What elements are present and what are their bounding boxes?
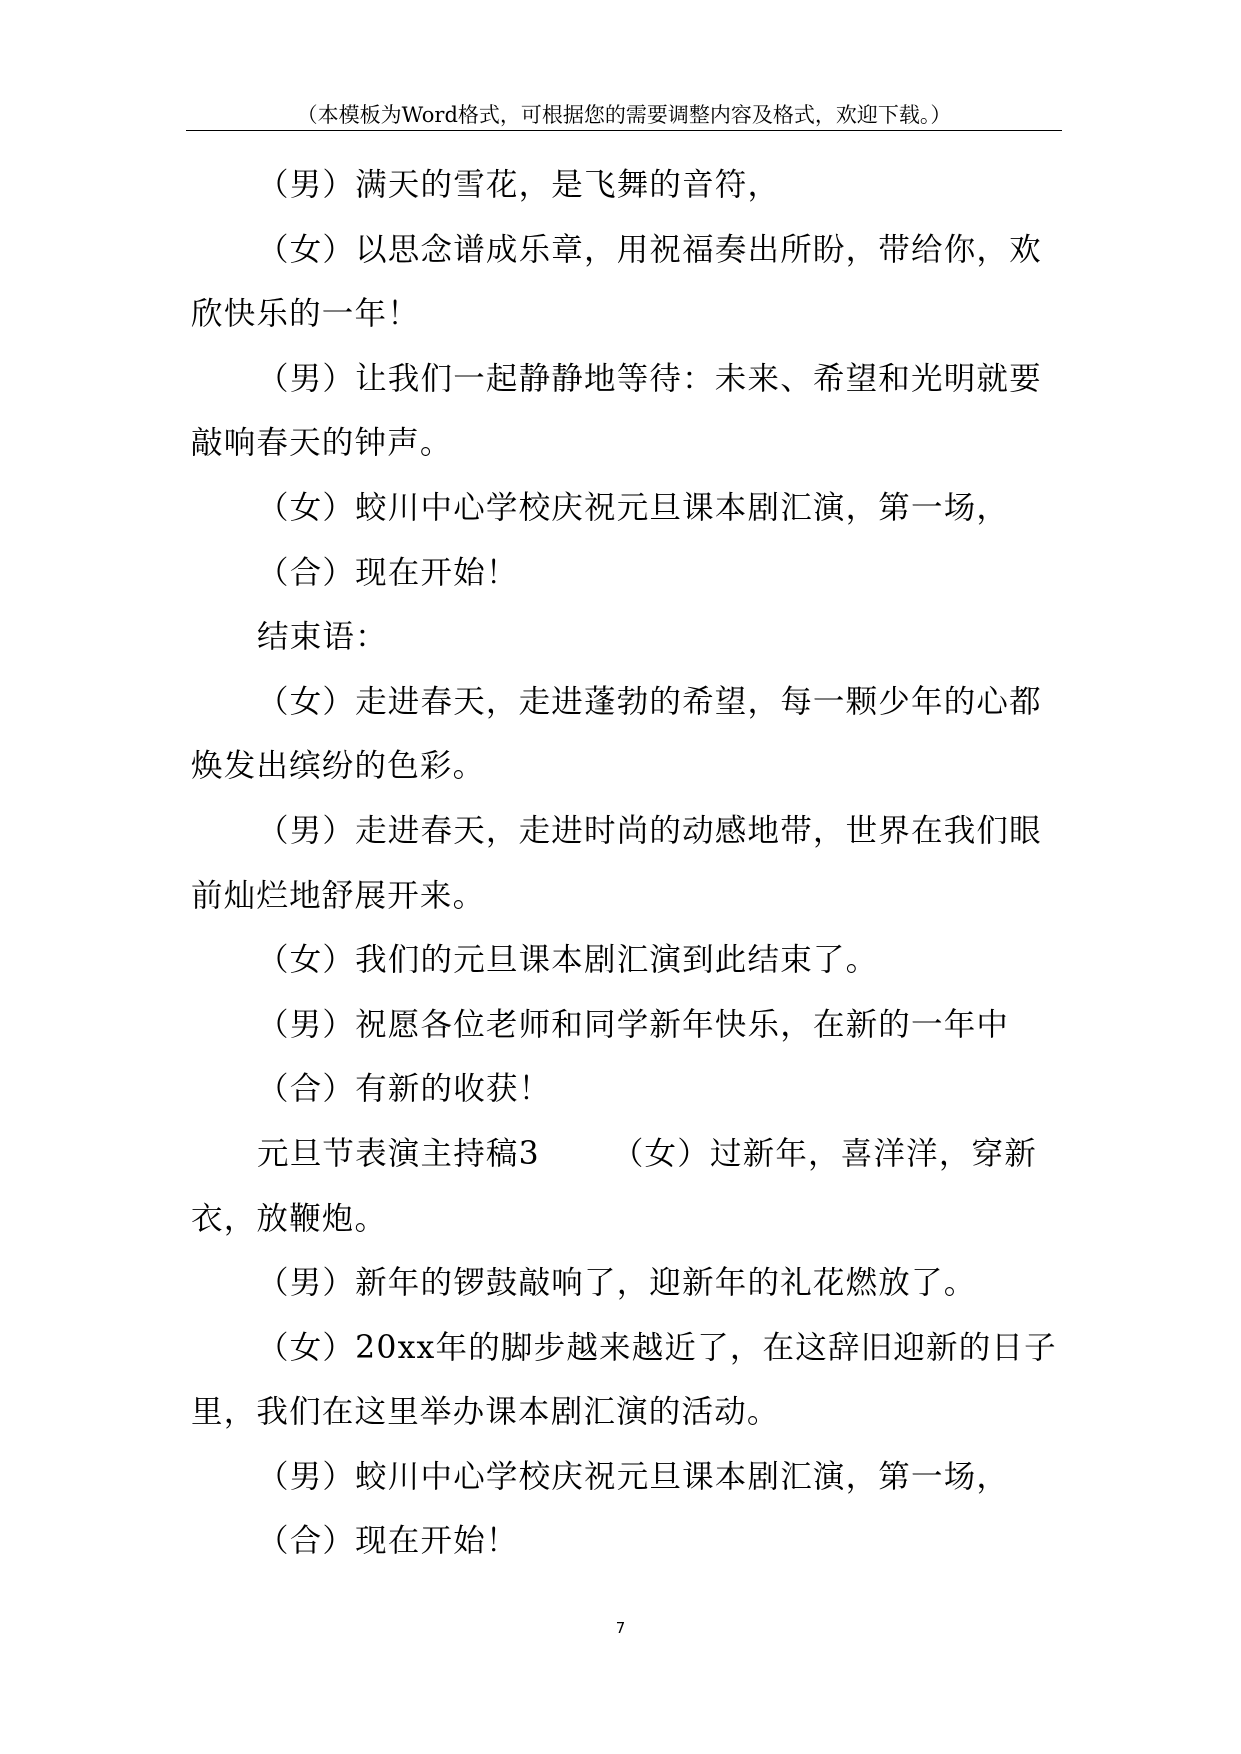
paragraph-line: （男）祝愿各位老师和同学新年快乐，在新的一年中 bbox=[257, 1006, 1010, 1043]
paragraph bbox=[191, 1316, 1067, 1445]
section-paragraph bbox=[191, 1122, 1067, 1251]
paragraph-line: （男）新年的锣鼓敲响了，迎新年的礼花燃放了。 bbox=[257, 1265, 977, 1302]
paragraph bbox=[191, 799, 1067, 928]
paragraph-line-continued: 衣，放鞭炮。 bbox=[191, 1200, 388, 1237]
paragraph bbox=[191, 153, 1067, 218]
paragraph-line-continued: 里，我们在这里举办课本剧汇演的活动。 bbox=[191, 1394, 780, 1431]
paragraph-line: （合）现在开始！ bbox=[257, 554, 519, 591]
paragraph bbox=[191, 1251, 1067, 1316]
paragraph-line: （女）走进春天，走进蓬勃的希望，每一颗少年的心都 bbox=[257, 683, 1042, 720]
paragraph bbox=[191, 476, 1067, 541]
paragraph bbox=[191, 347, 1067, 476]
paragraph bbox=[191, 541, 1067, 606]
paragraph bbox=[191, 993, 1067, 1058]
paragraph-line: （合）有新的收获！ bbox=[257, 1071, 552, 1108]
paragraph-line: （女）20xx年的脚步越来越近了，在这辞旧迎新的日子 bbox=[257, 1329, 1057, 1366]
paragraph-line: （合）现在开始！ bbox=[257, 1523, 519, 1560]
paragraph-line: （男）满天的雪花，是飞舞的音符， bbox=[257, 167, 781, 203]
paragraph-line-continued: 欣快乐的一年！ bbox=[191, 296, 420, 333]
paragraph bbox=[191, 218, 1067, 347]
paragraph-line: （女）过新年，喜洋洋，穿新 bbox=[611, 1135, 1037, 1172]
paragraph bbox=[191, 1057, 1067, 1122]
paragraph bbox=[191, 670, 1067, 799]
header-divider bbox=[186, 130, 1062, 131]
paragraph bbox=[191, 928, 1067, 993]
section-title: 元旦节表演主持稿3 bbox=[257, 1135, 540, 1172]
paragraph-line: （男）蛟川中心学校庆祝元旦课本剧汇演，第一场， bbox=[257, 1458, 1010, 1495]
paragraph-line-continued: 焕发出缤纷的色彩。 bbox=[191, 748, 486, 785]
paragraph bbox=[191, 1445, 1067, 1510]
paragraph-line: 结束语： bbox=[257, 619, 388, 656]
paragraph-line: （女）我们的元旦课本剧汇演到此结束了。 bbox=[257, 942, 879, 979]
paragraph-line-continued: 前灿烂地舒展开来。 bbox=[191, 877, 486, 914]
closing-heading bbox=[191, 605, 1067, 670]
header-note: （本模板为Word格式，可根据您的需要调整内容及格式，欢迎下载。） bbox=[296, 103, 952, 127]
paragraph-line: （女）蛟川中心学校庆祝元旦课本剧汇演，第一场， bbox=[257, 489, 1010, 526]
paragraph bbox=[191, 1509, 1067, 1574]
paragraph-line: （男）走进春天，走进时尚的动感地带，世界在我们眼 bbox=[257, 812, 1042, 849]
paragraph-line-continued: 敲响春天的钟声。 bbox=[191, 425, 453, 462]
paragraph-line: （男）让我们一起静静地等待：未来、希望和光明就要 bbox=[257, 360, 1042, 397]
paragraph-line: （女）以思念谱成乐章，用祝福奏出所盼，带给你，欢 bbox=[257, 231, 1042, 268]
document-body bbox=[191, 153, 1067, 1574]
page-number: 7 bbox=[615, 1619, 626, 1637]
